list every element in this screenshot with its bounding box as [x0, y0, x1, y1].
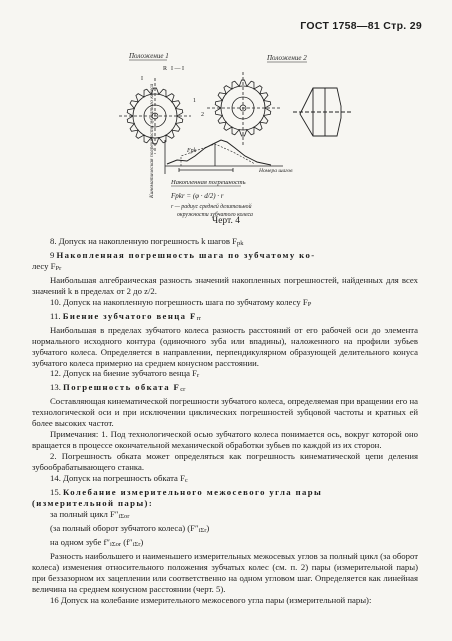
line-item-9: 9 Накопленная погрешность шага по зубчатому ко-	[50, 249, 316, 260]
line-item-16: 16 Допуск на колебание измерительного межосевого угла пары (измерительной пары):	[50, 594, 372, 605]
page-header: ГОСТ 1758—81 Стр. 29	[300, 20, 422, 32]
paragraph-rolling-error: Составляющая кинематической погрешности зубчатого колеса, определяемая при вращении его на технологической оси и при исключении циклических погрешностей зубцовой частоты и кратных ей более высоких частот.	[32, 396, 418, 429]
figure-gear-diagram	[115, 48, 355, 224]
formula: Fpkr = (φ · d/2) · r	[171, 192, 224, 200]
label-step-numbers: Номера шагов	[259, 168, 293, 174]
gear-position-2	[207, 72, 281, 146]
line-item-11: 11. Биение зубчатого венца Frr	[50, 310, 201, 322]
line-item-8: 8. Допуск на накопленную погрешность k шагов Fpk	[50, 236, 244, 247]
label-r: R	[163, 66, 168, 72]
paragraph-accumulated-error: Наибольшая алгебраическая разность значений накопленных погрешностей, найденных для всех значений k в пределах от 2 до z/2.	[32, 274, 418, 296]
formula-note-1: r — радиус средней делительной	[171, 204, 252, 210]
formula-title: Накопленная погрешность	[171, 179, 246, 186]
figure-caption: Черт. 4	[212, 216, 240, 226]
paragraph-note-2: 2. Погрешность обката может определяться как погрешность кинематической цепи деления зубообрабатывающего станка.	[32, 451, 418, 473]
line-item-9-cont: лесу FPr	[32, 260, 62, 272]
line-item-10: 10. Допуск на накопленную погрешность шага по зубчатому колесу FP	[50, 296, 312, 308]
bevel-gear-side-view	[293, 88, 351, 136]
paragraph-angle-difference: Разность наибольшего и наименьшего измерительных межосевых углов за полный цикл (за оборот колеса) изменения относительного положения зубчатых колес (см. п. 2) пары (измерительной пары) при беззазорном их зацеплении или соответственно на одном угловом шаг. Определяется как линейная величина на среднем конусном расстоянии (черт. 5).	[32, 550, 418, 594]
label-i: I	[141, 76, 143, 82]
paragraph-note-1: Примечания: 1. Под технологической осью зубчатого колеса понимается ось, вокруг которой оно вращается в процессе окончательной механической обработки зубьев по каждой из их сторон.	[32, 429, 418, 451]
label-section-i: I — I	[171, 66, 184, 72]
line-full-cycle: за полный цикл F″iΣor	[50, 508, 130, 520]
line-item-13: 13. Погрешность обката Fcr	[50, 382, 186, 394]
line-item-15-cont: (измерительной пары):	[32, 497, 154, 508]
gear-position-1	[119, 78, 191, 154]
line-item-12: 12. Допуск на биение зубчатого венца Fr	[50, 368, 200, 380]
label-2: 2	[201, 112, 204, 118]
line-one-tooth: на одном зубе f″iΣor (f″iΣr)	[50, 536, 144, 548]
line-full-revolution: (за полный оборот зубчатого колеса) (F″iΣr)	[50, 522, 210, 534]
paragraph-runout: Наибольшая в пределах зубчатого колеса разность расстояний от его рабочей оси до элемента нормального исходного контура (одиночного зуба или впадины), наложенного на профили зубьев зубчатого колеса. Определяется в направлении, перпендикулярном образующей делительного конуса зубчатого колеса примерно на среднем конусном расстоянии.	[32, 324, 418, 368]
label-fpk: Fpk	[187, 148, 197, 154]
line-item-14: 14. Допуск на погрешность обката Fc	[50, 473, 188, 485]
line-item-15: 15. Колебание измерительного межосевого угла пары	[50, 487, 323, 498]
body-text	[32, 236, 418, 606]
label-position-1: Положение 1	[129, 52, 169, 60]
label-1: 1	[193, 98, 196, 104]
label-position-2: Положение 2	[267, 54, 307, 62]
formula-note-2: окружности зубчатого колеса	[177, 212, 253, 218]
label-vertical-axis: Кинематическая погрешность зубчатого колеса	[149, 83, 155, 198]
